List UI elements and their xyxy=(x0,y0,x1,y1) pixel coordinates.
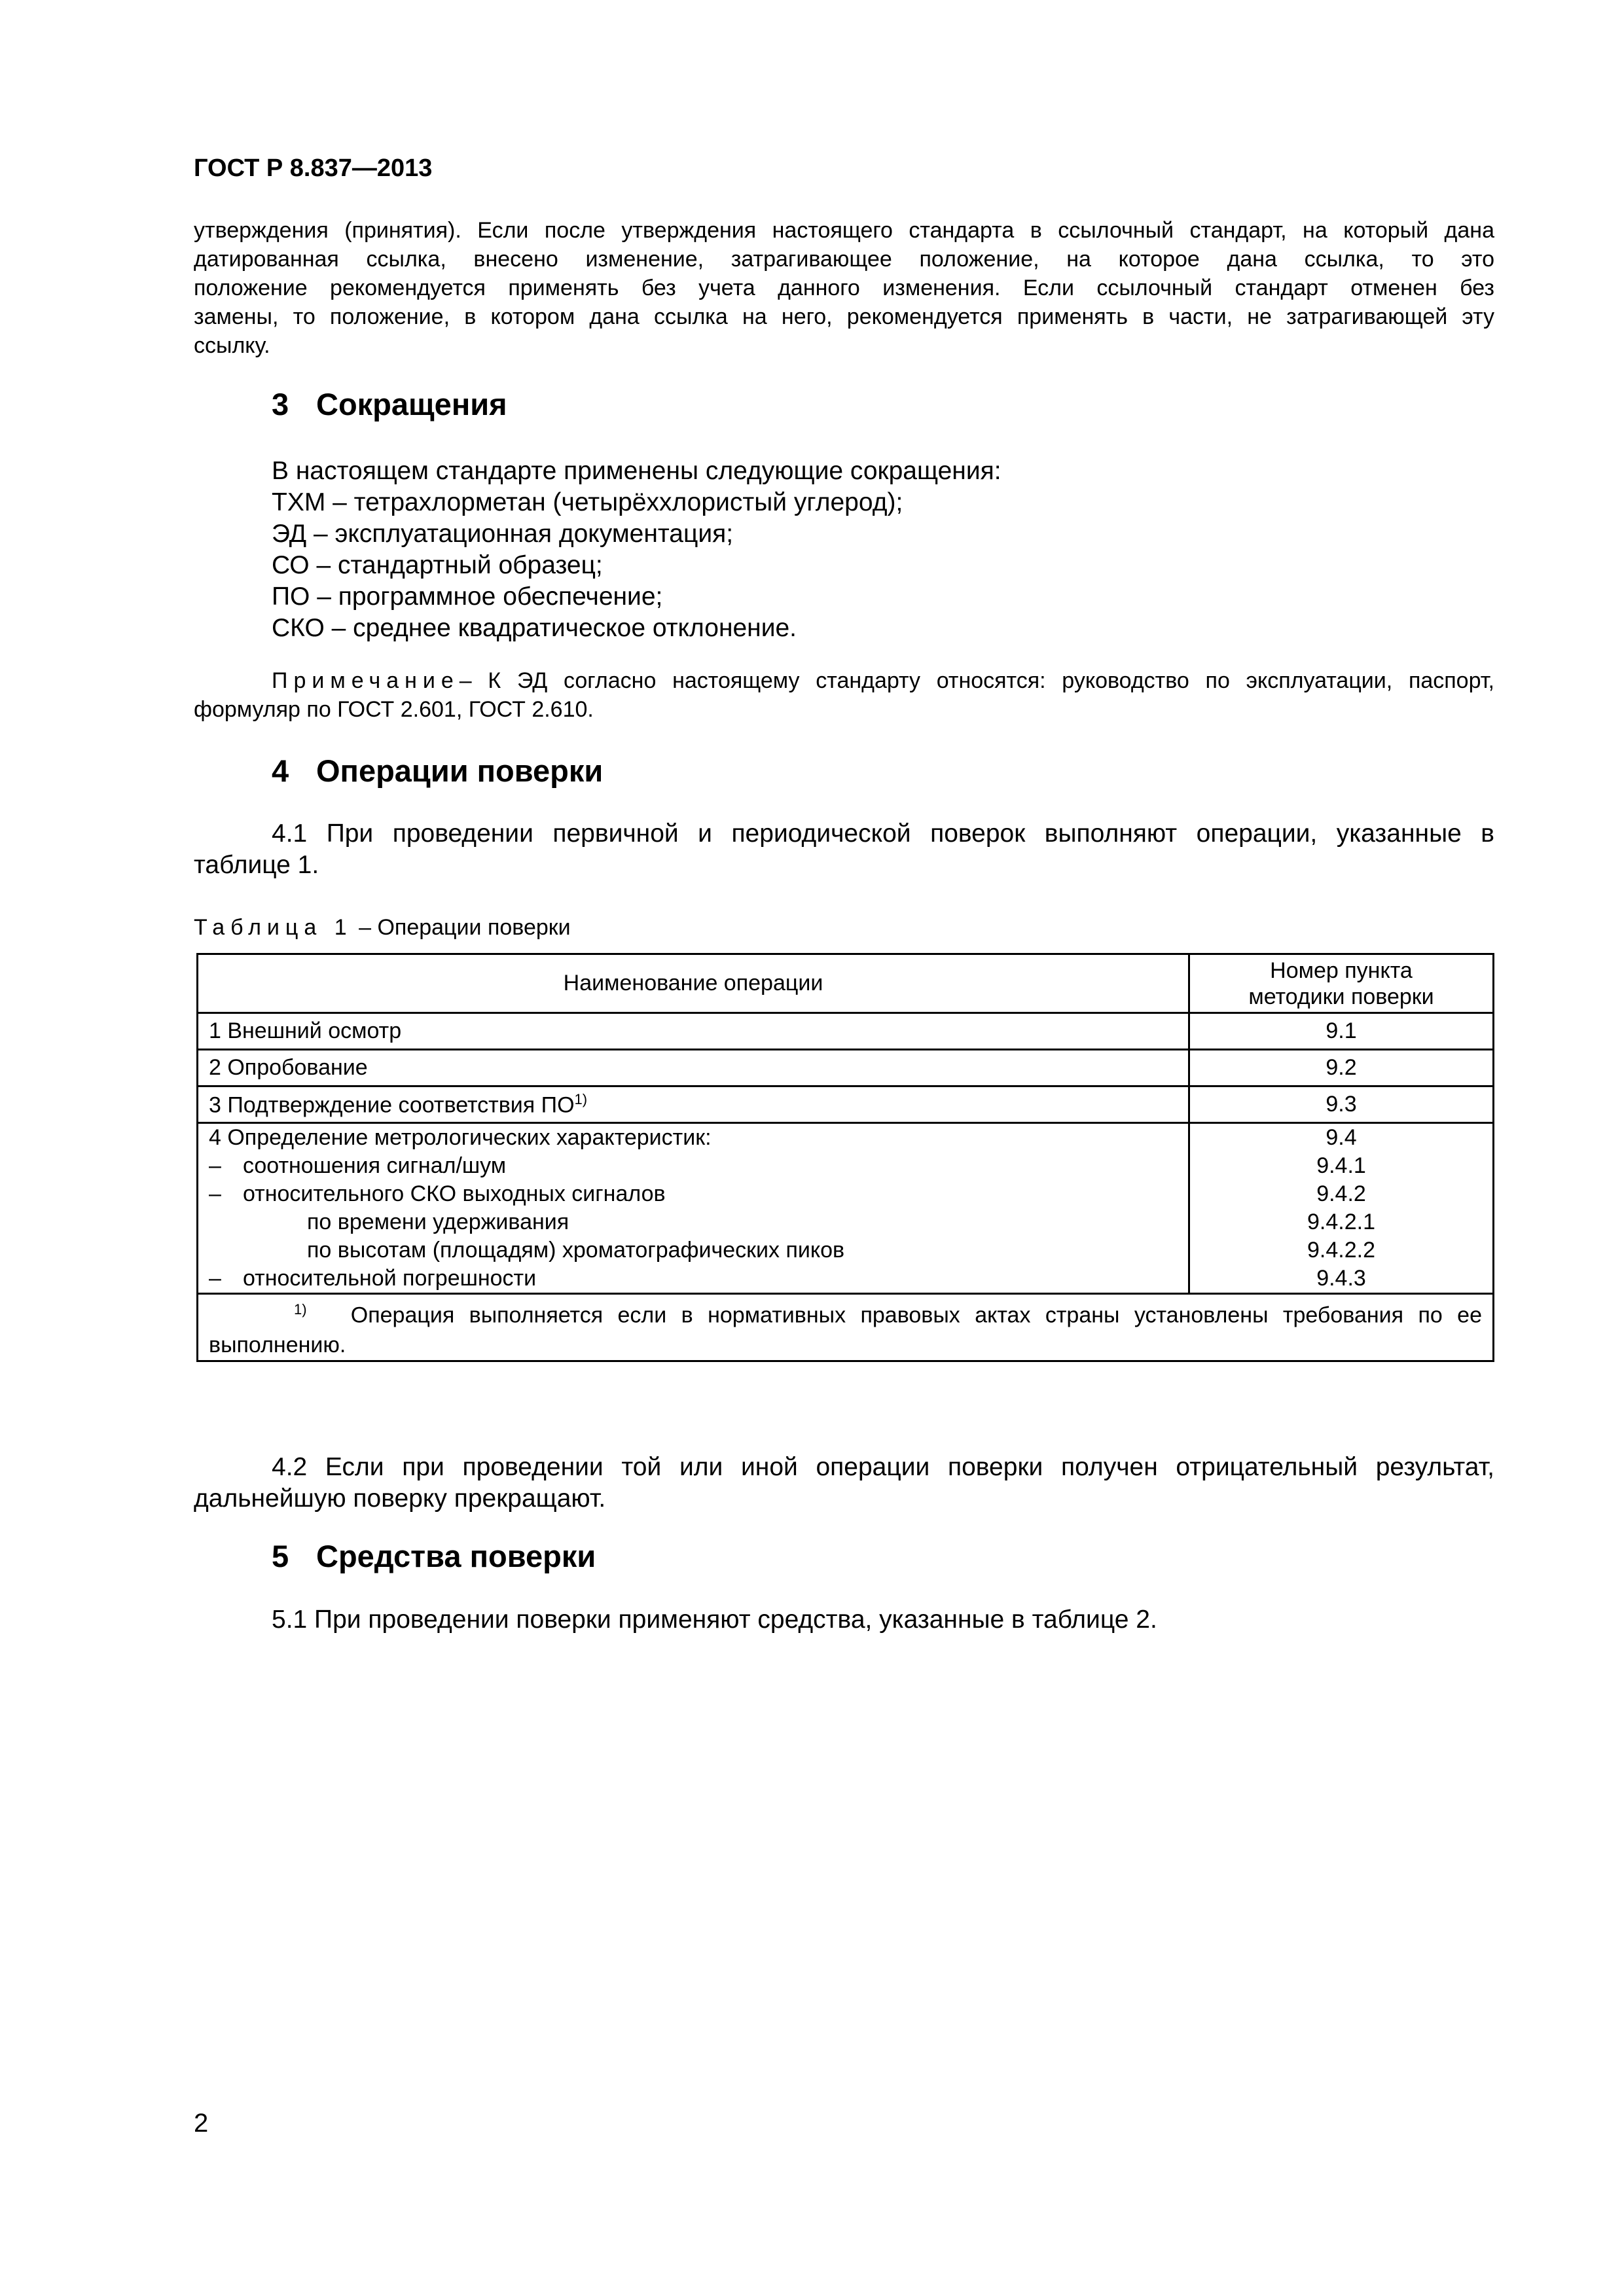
section-number: 4 xyxy=(272,753,289,788)
clause-number: 9.4.2 xyxy=(1316,1181,1366,1206)
table-row-metrological xyxy=(198,1123,1494,1294)
operations-table xyxy=(196,953,1494,1362)
dash: – xyxy=(209,1181,221,1206)
section-title: Операции поверки xyxy=(316,753,604,788)
abbreviation-item: ПО – программное обеспечение; xyxy=(272,583,663,611)
clause-number: 9.4 xyxy=(1326,1125,1357,1150)
subitem-text: относительного СКО выходных сигналов xyxy=(243,1181,666,1206)
caption-label: Таблица 1 xyxy=(194,915,353,940)
clause-number: 9.1 xyxy=(1189,1013,1494,1050)
operation-name: 3 Подтверждение соответствия ПО xyxy=(209,1092,575,1118)
section-title: Сокращения xyxy=(316,387,507,422)
table-row xyxy=(198,1013,1494,1050)
dash: – xyxy=(209,1266,221,1291)
text-line: утверждения (принятия). Если после утверждения настоящего стандарта в ссылочный стандарт, на который дана xyxy=(194,218,1494,243)
text-line: 5.1 При проведении поверки применяют средства, указанные в таблице 2. xyxy=(272,1605,1157,1634)
operation-subsubitem: по времени удерживания xyxy=(307,1210,569,1234)
table-header-row xyxy=(198,954,1494,1013)
abbreviations-intro: В настоящем стандарте применены следующие сокращения: xyxy=(272,457,1001,485)
text-line: датированная ссылка, внесено изменение, затрагивающее положение, на которое дана ссылка, то это xyxy=(194,247,1494,272)
clause-number: 9.4.3 xyxy=(1316,1266,1366,1291)
abbreviation-item: ЭД – эксплуатационная документация; xyxy=(272,520,734,548)
operation-name: 2 Опробование xyxy=(198,1050,1189,1086)
operation-subsubitem: по высотам (площадям) хроматографических пиков xyxy=(307,1238,845,1263)
column-header-operation: Наименование операции xyxy=(198,954,1189,1013)
section-title: Средства поверки xyxy=(316,1539,596,1573)
section-4-heading xyxy=(272,753,603,789)
column-header-line: Номер пункта xyxy=(1270,958,1413,983)
table-row xyxy=(198,1086,1494,1123)
clause-number: 9.2 xyxy=(1189,1050,1494,1086)
operation-name: 4 Определение метрологических характеристик: xyxy=(209,1125,712,1150)
operation-name-cell xyxy=(198,1086,1189,1123)
page-number: 2 xyxy=(194,2109,209,2138)
note-text: – К ЭД согласно настоящему стандарту относятся: руководство по эксплуатации, паспорт, xyxy=(459,668,1494,693)
abbreviations-list xyxy=(272,456,1001,644)
operation-subitem xyxy=(209,1265,1178,1293)
text-line: положение рекомендуется применять без учета данного изменения. Если ссылочный стандарт отменен без xyxy=(194,276,1494,300)
section-number: 3 xyxy=(272,387,289,422)
abbreviation-item: ТХМ – тетрахлорметан (четырёххлористый углерод); xyxy=(272,488,903,516)
paragraph-5-1 xyxy=(272,1604,1157,1636)
footnote-ref: 1) xyxy=(574,1090,588,1107)
table-row xyxy=(198,1050,1494,1086)
table-1-caption xyxy=(194,915,571,941)
standard-header: ГОСТ Р 8.837—2013 xyxy=(194,154,433,182)
footnote-line xyxy=(209,1295,1482,1330)
clause-number: 9.3 xyxy=(1189,1086,1494,1123)
text-line: таблице 1. xyxy=(194,851,319,879)
abbreviation-item: СКО – среднее квадратическое отклонение. xyxy=(272,614,797,642)
subitem-text: соотношения сигнал/шум xyxy=(243,1153,507,1178)
paragraph-4-2 xyxy=(194,1452,1494,1515)
column-header-clause xyxy=(1189,954,1494,1013)
footnote-mark: 1) xyxy=(294,1301,307,1318)
note-line: формуляр по ГОСТ 2.601, ГОСТ 2.610. xyxy=(194,697,594,722)
text-line: 4.1 При проведении первичной и периодической поверок выполняют операции, указанные в xyxy=(272,819,1494,848)
subitem-text: относительной погрешности xyxy=(243,1266,537,1291)
note-paragraph xyxy=(194,666,1494,724)
table-footnote-row xyxy=(198,1294,1494,1361)
section-number: 5 xyxy=(272,1539,289,1573)
text-line: ссылку. xyxy=(194,333,270,358)
clause-number: 9.4.1 xyxy=(1316,1153,1366,1178)
footnote-text: Операция выполняется если в нормативных правовых актах страны установлены требования по ее xyxy=(350,1302,1483,1328)
column-header-line: методики поверки xyxy=(1248,984,1434,1009)
footnote-line: выполнению. xyxy=(209,1333,346,1358)
clause-number-cell xyxy=(1189,1123,1494,1294)
table-footnote xyxy=(198,1294,1494,1361)
caption-text: – Операции поверки xyxy=(352,915,571,940)
text-line: 4.2 Если при проведении той или иной операции поверки получен отрицательный результат, xyxy=(272,1453,1494,1481)
section-5-heading xyxy=(272,1538,596,1574)
dash: – xyxy=(209,1153,221,1178)
text-line: дальнейшую поверку прекращают. xyxy=(194,1484,606,1513)
continuation-paragraph xyxy=(194,216,1494,360)
clause-number: 9.4.2.2 xyxy=(1307,1238,1375,1263)
note-label: Примечание xyxy=(272,668,460,693)
operation-subitem xyxy=(209,1152,1178,1180)
clause-number: 9.4.2.1 xyxy=(1307,1210,1375,1234)
abbreviation-item: СО – стандартный образец; xyxy=(272,551,603,579)
section-3-heading xyxy=(272,386,507,422)
operation-name-cell xyxy=(198,1123,1189,1294)
note-line xyxy=(194,666,1494,695)
operation-name: 1 Внешний осмотр xyxy=(198,1013,1189,1050)
paragraph-4-1 xyxy=(194,818,1494,881)
operation-subitem xyxy=(209,1180,1178,1208)
text-line: замены, то положение, в котором дана ссылка на него, рекомендуется применять в части, не затрагивающей эту xyxy=(194,304,1494,329)
